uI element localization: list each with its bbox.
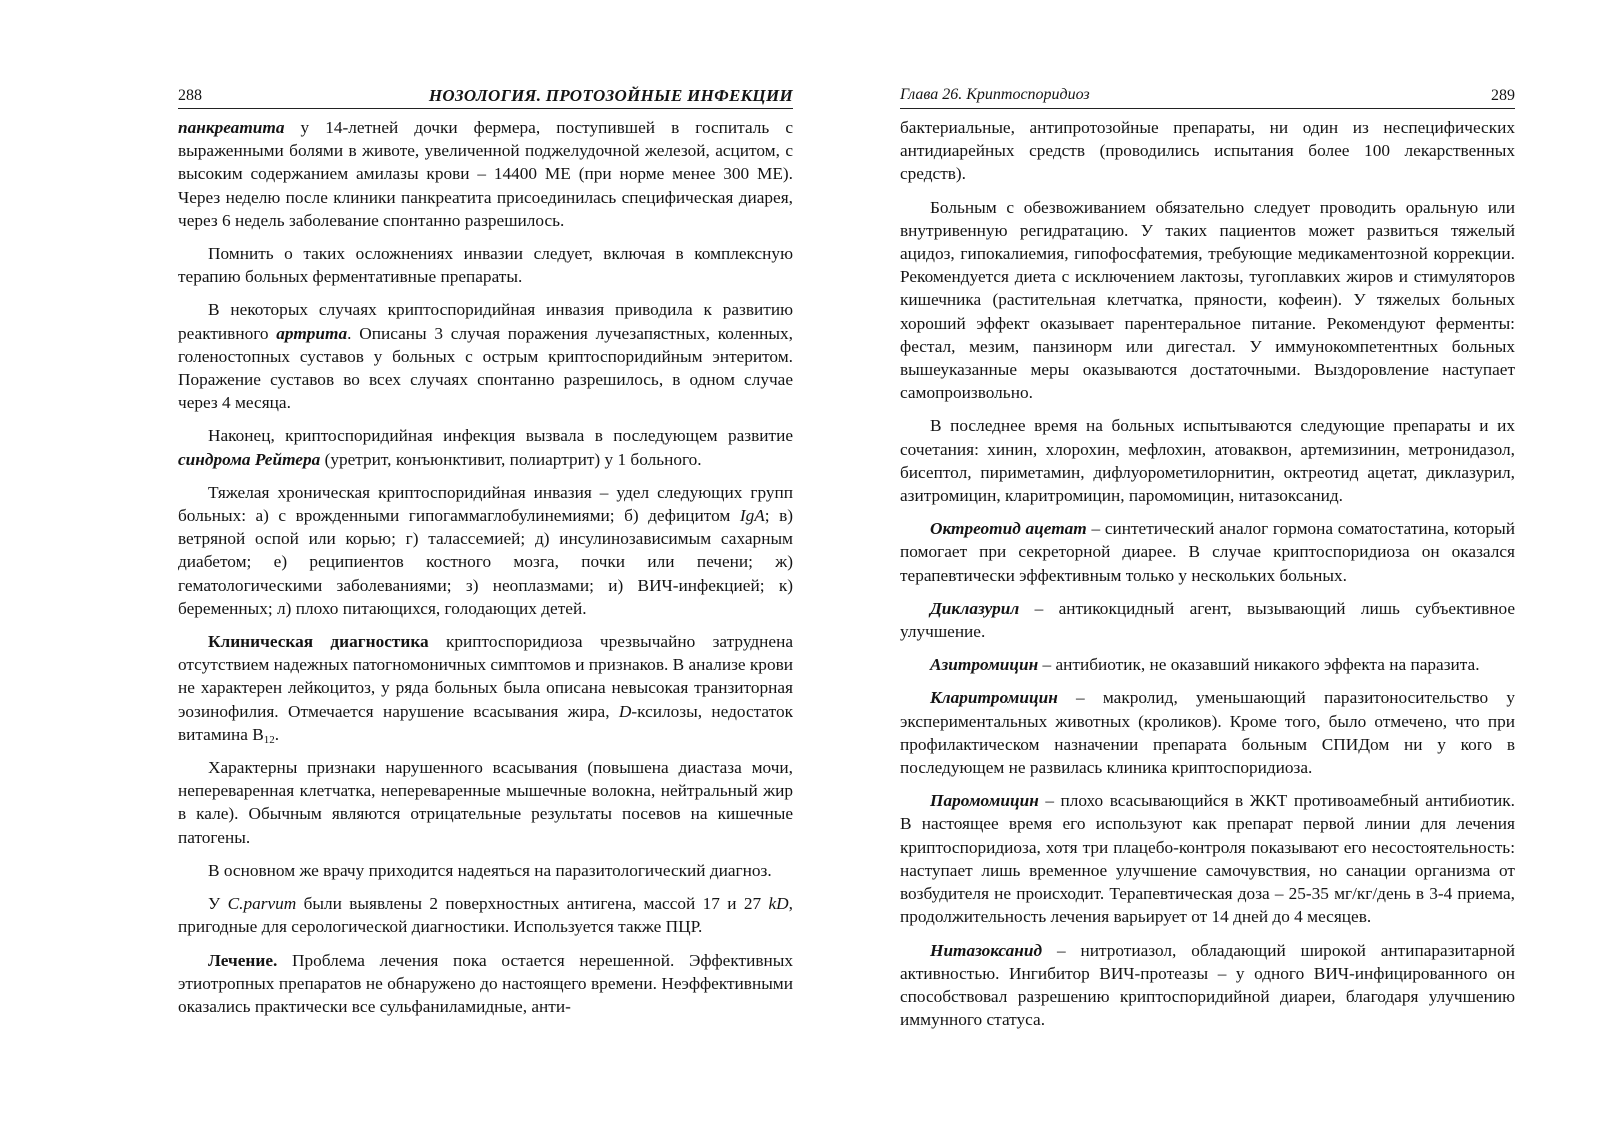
paragraph <box>178 481 793 620</box>
paragraph <box>178 298 793 414</box>
text: криптоспоридиоза чрезвычайно затруднена отсутствием надежных патогномоничных симптомов и признаков. В анализе крови не характерен лейкоцитоз, у ряда больных была описана невысокая транзиторная эозинофилия. Отмечается нарушение всасывания жира, <box>178 632 793 721</box>
paragraph <box>900 653 1515 676</box>
text: . <box>274 724 280 744</box>
paragraph <box>178 116 793 232</box>
paragraph <box>178 892 793 938</box>
term: панкреатита <box>178 118 285 137</box>
term: Кларитромицин <box>930 688 1058 708</box>
paragraph: В последнее время на больных испытываются следующие препараты и их сочетания: хинин, хлорохин, мефлохин, атоваквон, артемизинин, метронидазол, бисептол, пириметамин, дифлуорометилорнитин, октреотид ацетат, диклазурил, азитромицин, кларитромицин, паромомицин, нитазоксанид. <box>900 416 1515 506</box>
term: Октреотид ацетат <box>930 519 1087 539</box>
section-heading: Лечение. <box>208 950 278 970</box>
text: (уретрит, конъюнктивит, полиартрит) у 1 больного. <box>320 449 702 469</box>
text: – антикокцидный агент, вызывающий лишь субъективное улучшение. <box>900 598 1515 642</box>
page-number: 289 <box>1491 87 1515 104</box>
page-body <box>178 116 793 1028</box>
paragraph: В основном же врачу приходится надеяться на паразитологический диагноз. <box>208 860 772 880</box>
paragraph <box>178 424 793 470</box>
term: артрита <box>276 323 348 343</box>
paragraph <box>900 939 1515 1032</box>
page-header <box>900 86 1515 109</box>
term: Нитазоксанид <box>930 940 1043 960</box>
italic-text: C.parvum <box>227 894 297 914</box>
page-body <box>900 116 1515 1041</box>
italic-text: D <box>618 701 632 721</box>
paragraph <box>900 597 1515 643</box>
page-number: 288 <box>178 87 202 104</box>
text: были выявлены 2 поверхностных антигена, массой 17 и 27 <box>296 894 769 914</box>
section-heading: Клиническая диагностика <box>208 632 429 652</box>
text: У <box>208 894 228 914</box>
page-header <box>178 86 793 109</box>
text: Проблема лечения пока остается нерешенной. Эффективных этиотропных препаратов не обнаружено до настоящего времени. Неэффективными оказались практически все сульфаниламидные, анти- <box>178 950 793 1016</box>
text: -ксилозы, недостаток витамина B <box>178 701 793 744</box>
text: – антибиотик, не оказавший никакого эффекта на паразита. <box>1038 655 1480 675</box>
text: – нитротиазол, обладающий широкой антипаразитарной активностью. Ингибитор ВИЧ-протеазы – у одного ВИЧ-инфицированного он способствовал разрешению криптоспоридийной диареи, благодаря улучшению иммунного статуса. <box>900 940 1515 1030</box>
text: . Описаны 3 случая поражения лучезапястных, коленных, голеностопных суставов у больных с острым криптоспоридийным энтеритом. Поражение суставов во всех случаях спонтанно разрешилось, в одном случае через 4 месяца. <box>178 323 793 413</box>
text: – синтетический аналог гормона соматостатина, который помогает при секреторной диарее. В случае криптоспоридиоза он оказался терапевтически эффективным только у нескольких больных. <box>900 519 1515 585</box>
text: , пригодные для серологической диагностики. Используется также ПЦР. <box>178 894 793 937</box>
text: В некоторых случаях криптоспоридийная инвазия приводила к развитию реактивного <box>178 300 793 343</box>
paragraph: Помнить о таких осложнениях инвазии следует, включая в комплексную терапию больных ферментативные препараты. <box>178 244 793 287</box>
paragraph <box>178 949 793 1019</box>
paragraph: Больным с обезвоживанием обязательно следует проводить оральную или внутривенную регидратацию. У таких пациентов может развиться тяжелый ацидоз, гипокалиемия, гипофосфатемия, требующие медикаментозной коррекции. Рекомендуется диета с исключением лактозы, тугоплавких жиров и стимуляторов кишечника (растительная клетчатка, пряности, кофеин). У тяжелых больных хороший эффект оказывает парентеральное питание. Рекомендуют ферменты: фестал, мезим, панзинорм или дигестал. У иммунокомпетентных больных вышеуказанные меры оказываются достаточными. Выздоровление наступает самопроизвольно. <box>900 197 1515 403</box>
paragraph <box>900 517 1515 587</box>
italic-text: IgA <box>739 506 765 526</box>
term: Азитромицин <box>930 655 1039 675</box>
text: – плохо всасывающийся в ЖКТ противоамебный антибиотик. В настоящее время его используют как препарат первой линии для лечения криптоспоридиоза, хотя три плацебо-контроля показывают его несостоятельность: наступает лишь временное улучшение самочувствия, но санации организма от возбудителя не происходит. Терапевтическая доза – 25-35 мг/кг/день в 3-4 приема, продолжительность лечения варьирует от 14 дней до 4 месяцев. <box>900 791 1515 927</box>
term: Паромомицин <box>930 791 1039 811</box>
running-title: Глава 26. Криптоспоридиоз <box>900 86 1090 103</box>
paragraph: Характерны признаки нарушенного всасывания (повышена диастаза мочи, непереваренная клетчатка, непереваренные мышечные волокна, нейтральный жир в кале). Обычным являются отрицательные результаты посевов на кишечные патогены. <box>178 758 793 847</box>
paragraph <box>900 789 1515 928</box>
text: Наконец, криптоспоридийная инфекция вызвала в последующем развитие <box>208 426 793 446</box>
paragraph <box>178 630 793 746</box>
text: – макролид, уменьшающий паразитоносительство у экспериментальных животных (кроликов). Кроме того, было отмечено, что при профилактическом назначении препарата больным СПИДом ни у кого в последующем не развилась клиника криптоспоридиоза. <box>900 688 1515 778</box>
term: синдрома Рейтера <box>178 449 321 469</box>
paragraph <box>900 686 1515 779</box>
term: Диклазурил <box>930 598 1020 618</box>
subscript: 12 <box>263 733 275 746</box>
paragraph: бактериальные, антипротозойные препараты, ни один из неспецифических антидиарейных средств (проводились испытания более 100 лекарственных средств). <box>900 118 1515 184</box>
running-title: НОЗОЛОГИЯ. ПРОТОЗОЙНЫЕ ИНФЕКЦИИ <box>428 86 793 105</box>
text: у 14-летней дочки фермера, поступившей в госпиталь с выраженными болями в животе, увеличенной поджелудочной железой, асцитом, с высоким содержанием амилазы крови – 14400 МЕ (при норме менее 300 МЕ). Через неделю после клиники панкреатита присоединилась специфическая диарея, через 6 недель заболевание спонтанно разрешилось. <box>178 118 793 230</box>
text: ; в) ветряной оспой или корью; г) талассемией; д) инсулинозависимым сахарным диабетом; е) реципиентов костного мозга, почки или печени; ж) гематологическими заболеваниями; з) неоплазмами; и) ВИЧ-инфекцией; к) беременных; л) плохо питающихся, голодающих детей. <box>178 506 793 618</box>
text: Тяжелая хроническая криптоспоридийная инвазия – удел следующих групп больных: а) с врожденными гипогаммаглобулинемиями; б) дефицитом <box>178 482 793 526</box>
italic-text: kD <box>768 894 789 914</box>
